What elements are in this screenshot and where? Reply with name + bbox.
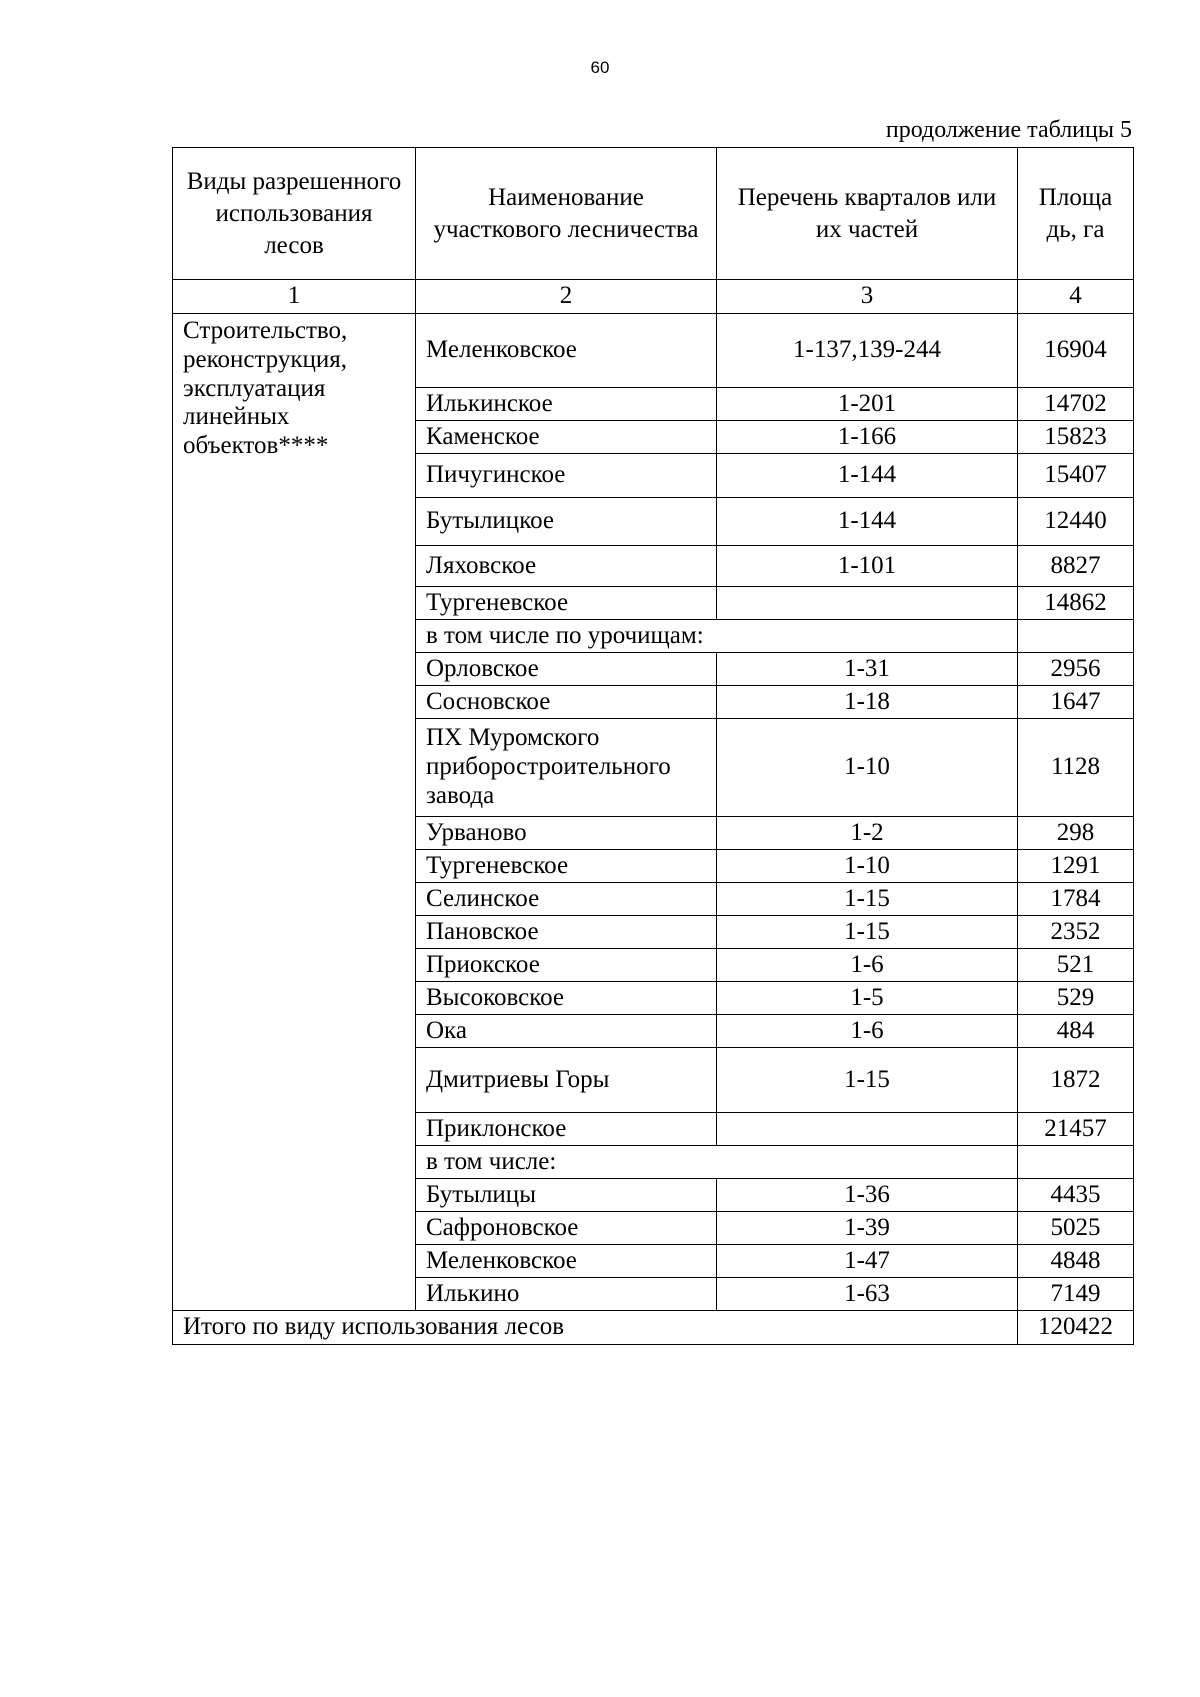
- column-number-row: [173, 280, 1134, 314]
- header-forestry-name: Наименование участкового лесничества: [416, 148, 717, 280]
- area-cell: 1784: [1018, 883, 1134, 916]
- quarters-cell: 1-6: [717, 949, 1018, 982]
- quarters-cell: 1-15: [717, 883, 1018, 916]
- forestry-name: Пановское: [416, 916, 717, 949]
- area-cell: 14862: [1018, 587, 1134, 620]
- forestry-name: Сосновское: [416, 686, 717, 719]
- forestry-name: ПХ Муромского приборостроительного завода: [416, 719, 717, 817]
- forestry-name: Селинское: [416, 883, 717, 916]
- area-cell: 5025: [1018, 1212, 1134, 1245]
- area-cell: 16904: [1018, 314, 1134, 388]
- area-cell: 2956: [1018, 653, 1134, 686]
- forestry-name: Ляховское: [416, 546, 717, 587]
- area-cell: 1872: [1018, 1048, 1134, 1113]
- area-cell: 484: [1018, 1015, 1134, 1048]
- table-header-row: [173, 148, 1134, 280]
- area-cell: [1018, 620, 1134, 653]
- area-cell: 2352: [1018, 916, 1134, 949]
- subgroup-label: в том числе по урочищам:: [416, 620, 1018, 653]
- quarters-cell: 1-39: [717, 1212, 1018, 1245]
- total-area: 120422: [1018, 1311, 1134, 1345]
- forestry-name: Тургеневское: [416, 850, 717, 883]
- header-area: Площа дь, га: [1018, 148, 1134, 280]
- quarters-cell: 1-166: [717, 421, 1018, 454]
- quarters-cell: 1-10: [717, 850, 1018, 883]
- table-row: [173, 314, 1134, 388]
- forestry-name: Урваново: [416, 817, 717, 850]
- quarters-cell: 1-144: [717, 498, 1018, 546]
- area-cell: 298: [1018, 817, 1134, 850]
- total-row: [173, 1311, 1134, 1345]
- area-cell: 7149: [1018, 1278, 1134, 1311]
- quarters-cell: 1-144: [717, 454, 1018, 498]
- area-cell: 1128: [1018, 719, 1134, 817]
- quarters-cell: 1-201: [717, 388, 1018, 421]
- forestry-name: Меленковское: [416, 1245, 717, 1278]
- table-caption: продолжение таблицы 5: [885, 117, 1132, 143]
- quarters-cell: [717, 587, 1018, 620]
- quarters-cell: 1-63: [717, 1278, 1018, 1311]
- area-cell: 8827: [1018, 546, 1134, 587]
- forestry-name: Орловское: [416, 653, 717, 686]
- header-quarters: Перечень кварталов или их частей: [717, 148, 1018, 280]
- forestry-name: Бутылицы: [416, 1179, 717, 1212]
- forestry-name: Приокское: [416, 949, 717, 982]
- forestry-name: Высоковское: [416, 982, 717, 1015]
- quarters-cell: 1-137,139-244: [717, 314, 1018, 388]
- forestry-name: Илькинское: [416, 388, 717, 421]
- column-number: 1: [173, 280, 416, 314]
- total-label: Итого по виду использования лесов: [173, 1311, 1018, 1345]
- area-cell: 521: [1018, 949, 1134, 982]
- quarters-cell: 1-36: [717, 1179, 1018, 1212]
- area-cell: 15407: [1018, 454, 1134, 498]
- forestry-name: Ока: [416, 1015, 717, 1048]
- forestry-name: Приклонское: [416, 1113, 717, 1146]
- quarters-cell: 1-2: [717, 817, 1018, 850]
- column-number: 2: [416, 280, 717, 314]
- area-cell: 14702: [1018, 388, 1134, 421]
- quarters-cell: 1-101: [717, 546, 1018, 587]
- forestry-name: Меленковское: [416, 314, 717, 388]
- area-cell: 12440: [1018, 498, 1134, 546]
- forestry-name: Каменское: [416, 421, 717, 454]
- quarters-cell: 1-15: [717, 1048, 1018, 1113]
- forest-use-table: [172, 147, 1134, 1345]
- use-type-cell: Строительство, реконструкция, эксплуатация линейных объектов****: [173, 314, 416, 1311]
- area-cell: 529: [1018, 982, 1134, 1015]
- quarters-cell: 1-6: [717, 1015, 1018, 1048]
- subgroup-label: в том числе:: [416, 1146, 1018, 1179]
- forestry-name: Дмитриевы Горы: [416, 1048, 717, 1113]
- column-number: 4: [1018, 280, 1134, 314]
- quarters-cell: [717, 1113, 1018, 1146]
- forestry-name: Пичугинское: [416, 454, 717, 498]
- quarters-cell: 1-47: [717, 1245, 1018, 1278]
- area-cell: 15823: [1018, 421, 1134, 454]
- header-use-type: Виды разрешенного использования лесов: [173, 148, 416, 280]
- quarters-cell: 1-18: [717, 686, 1018, 719]
- quarters-cell: 1-15: [717, 916, 1018, 949]
- area-cell: 21457: [1018, 1113, 1134, 1146]
- forestry-name: Илькино: [416, 1278, 717, 1311]
- forestry-name: Тургеневское: [416, 587, 717, 620]
- area-cell: 4848: [1018, 1245, 1134, 1278]
- forestry-name: Сафроновское: [416, 1212, 717, 1245]
- quarters-cell: 1-5: [717, 982, 1018, 1015]
- area-cell: [1018, 1146, 1134, 1179]
- area-cell: 4435: [1018, 1179, 1134, 1212]
- area-cell: 1291: [1018, 850, 1134, 883]
- quarters-cell: 1-31: [717, 653, 1018, 686]
- area-cell: 1647: [1018, 686, 1134, 719]
- forestry-name: Бутылицкое: [416, 498, 717, 546]
- quarters-cell: 1-10: [717, 719, 1018, 817]
- column-number: 3: [717, 280, 1018, 314]
- table-body: [173, 314, 1134, 1311]
- page-number: 60: [590, 58, 610, 77]
